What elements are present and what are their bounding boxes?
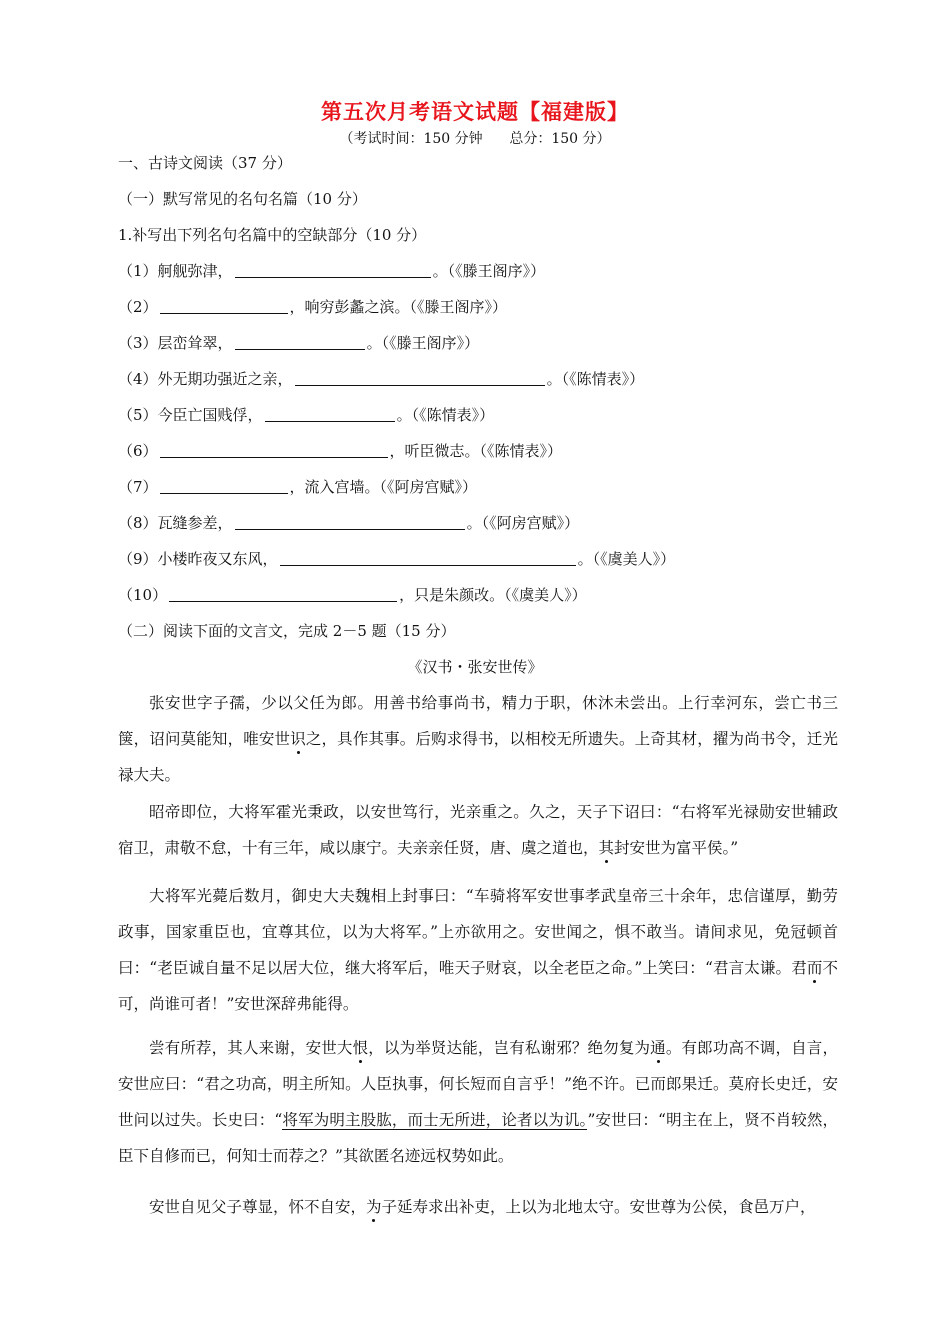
- fill-item-8: （8）瓦缝参差， 。（《阿房宫赋》）: [118, 514, 580, 532]
- passage-paragraph-3: 大将军光薨后数月，御史大夫魏相上封事曰：“车骑将军安世事孝武皇帝三十余年，忠信谨厚，勤劳政事，国家重臣也，宜尊其位，以为大将军。”上亦欲用之。安世闻之，惧不敢当。请间求见，免冠顿首曰：“老臣诚自量不足以居大位，继大将军后，唯天子财哀，以全老臣之命。”上笑曰：“君言太谦。君而不可，尚谁可者！”安世深辞弗能得。: [118, 887, 838, 1013]
- answer-blank[interactable]: [235, 334, 365, 350]
- emphasis-char: 而: [806, 959, 823, 977]
- passage-paragraph-2: 昭帝即位，大将军霍光秉政，以安世笃行，光亲重之。久之，天子下诏曰：“右将军光禄勋安世辅政宿卫，肃敬不怠，十有三年，咸以康宁。夫亲亲任贤，唐、虞之道也，其封安世为富平侯。”: [118, 803, 838, 857]
- fill-item-4: （4）外无期功强近之亲， 。（《陈情表》）: [118, 370, 645, 388]
- exam-info: （考试时间：150 分钟 总分：150 分）: [339, 131, 611, 147]
- fill-item-10: （10） ，只是朱颜改。（《虞美人》）: [118, 586, 587, 604]
- emphasis-char: 其: [598, 839, 615, 857]
- fill-item-7: （7） ，流入宫墙。（《阿房宫赋》）: [118, 478, 478, 496]
- fill-item-6: （6） ，听臣微志。（《陈情表》）: [118, 442, 563, 460]
- underlined-sentence: 将军为明主股肱，而士无所进，论者以为讥。: [282, 1111, 588, 1129]
- answer-blank[interactable]: [160, 478, 288, 494]
- fill-item-3: （3）层峦耸翠， 。（《滕王阁序》）: [118, 334, 480, 352]
- answer-blank[interactable]: [160, 298, 288, 314]
- fill-item-5: （5）今臣亡国贱俘， 。（《陈情表》）: [118, 406, 495, 424]
- fill-item-2: （2） ，响穷彭蠡之滨。（《滕王阁序》）: [118, 298, 508, 316]
- fill-item-9: （9）小楼昨夜又东风， 。（《虞美人》）: [118, 550, 676, 568]
- emphasis-char: 为: [366, 1198, 382, 1216]
- answer-blank[interactable]: [235, 262, 431, 278]
- part-heading-2: （二）阅读下面的文言文，完成 2－5 题（15 分）: [118, 622, 456, 640]
- answer-blank[interactable]: [280, 550, 576, 566]
- part-heading: （一）默写常见的名句名篇（10 分）: [118, 190, 367, 208]
- passage-paragraph-1: 张安世字子孺，少以父任为郎。用善书给事尚书，精力于职，休沐未尝出。上行幸河东，尝亡书三箧，诏问莫能知，唯安世识之，具作其事。后购求得书，以相校无所遗失。上奇其材，擢为尚书令，迁光禄大夫。: [118, 694, 838, 784]
- emphasis-char: 恨: [352, 1039, 369, 1057]
- answer-blank[interactable]: [169, 586, 397, 602]
- emphasis-char: 通: [650, 1039, 666, 1057]
- answer-blank[interactable]: [235, 514, 465, 530]
- passage-paragraph-4: 尝有所荐，其人来谢，安世大恨，以为举贤达能，岂有私谢邪？绝勿复为通。有郎功高不调，自言，安世应曰：“君之功高，明主所知。人臣执事，何长短而自言乎！”绝不许。已而郎果迁。莫府长史迁，安世问以过失。长史曰：“将军为明主股肱，而士无所进，论者以为讥。”安世曰：“明主在上，贤不肖较然，臣下自修而已，何知士而荐之？”其欲匿名迹远权势如此。: [118, 1039, 838, 1165]
- answer-blank[interactable]: [295, 370, 545, 386]
- passage-paragraph-5: 安世自见父子尊显，怀不自安，为子延寿求出补吏，上以为北地太守。安世尊为公侯，食邑万户，: [149, 1198, 816, 1216]
- emphasis-char: 识: [290, 730, 306, 748]
- answer-blank[interactable]: [160, 442, 388, 458]
- question-heading: 1.补写出下列名句名篇中的空缺部分（10 分）: [118, 226, 427, 244]
- answer-blank[interactable]: [265, 406, 395, 422]
- passage-title: 《汉书・张安世传》: [407, 658, 543, 676]
- section-heading: 一、古诗文阅读（37 分）: [118, 154, 292, 172]
- page-title: 第五次月考语文试题【福建版】: [321, 100, 629, 124]
- fill-item-1: （1）舸舰弥津， 。（《滕王阁序》）: [118, 262, 546, 280]
